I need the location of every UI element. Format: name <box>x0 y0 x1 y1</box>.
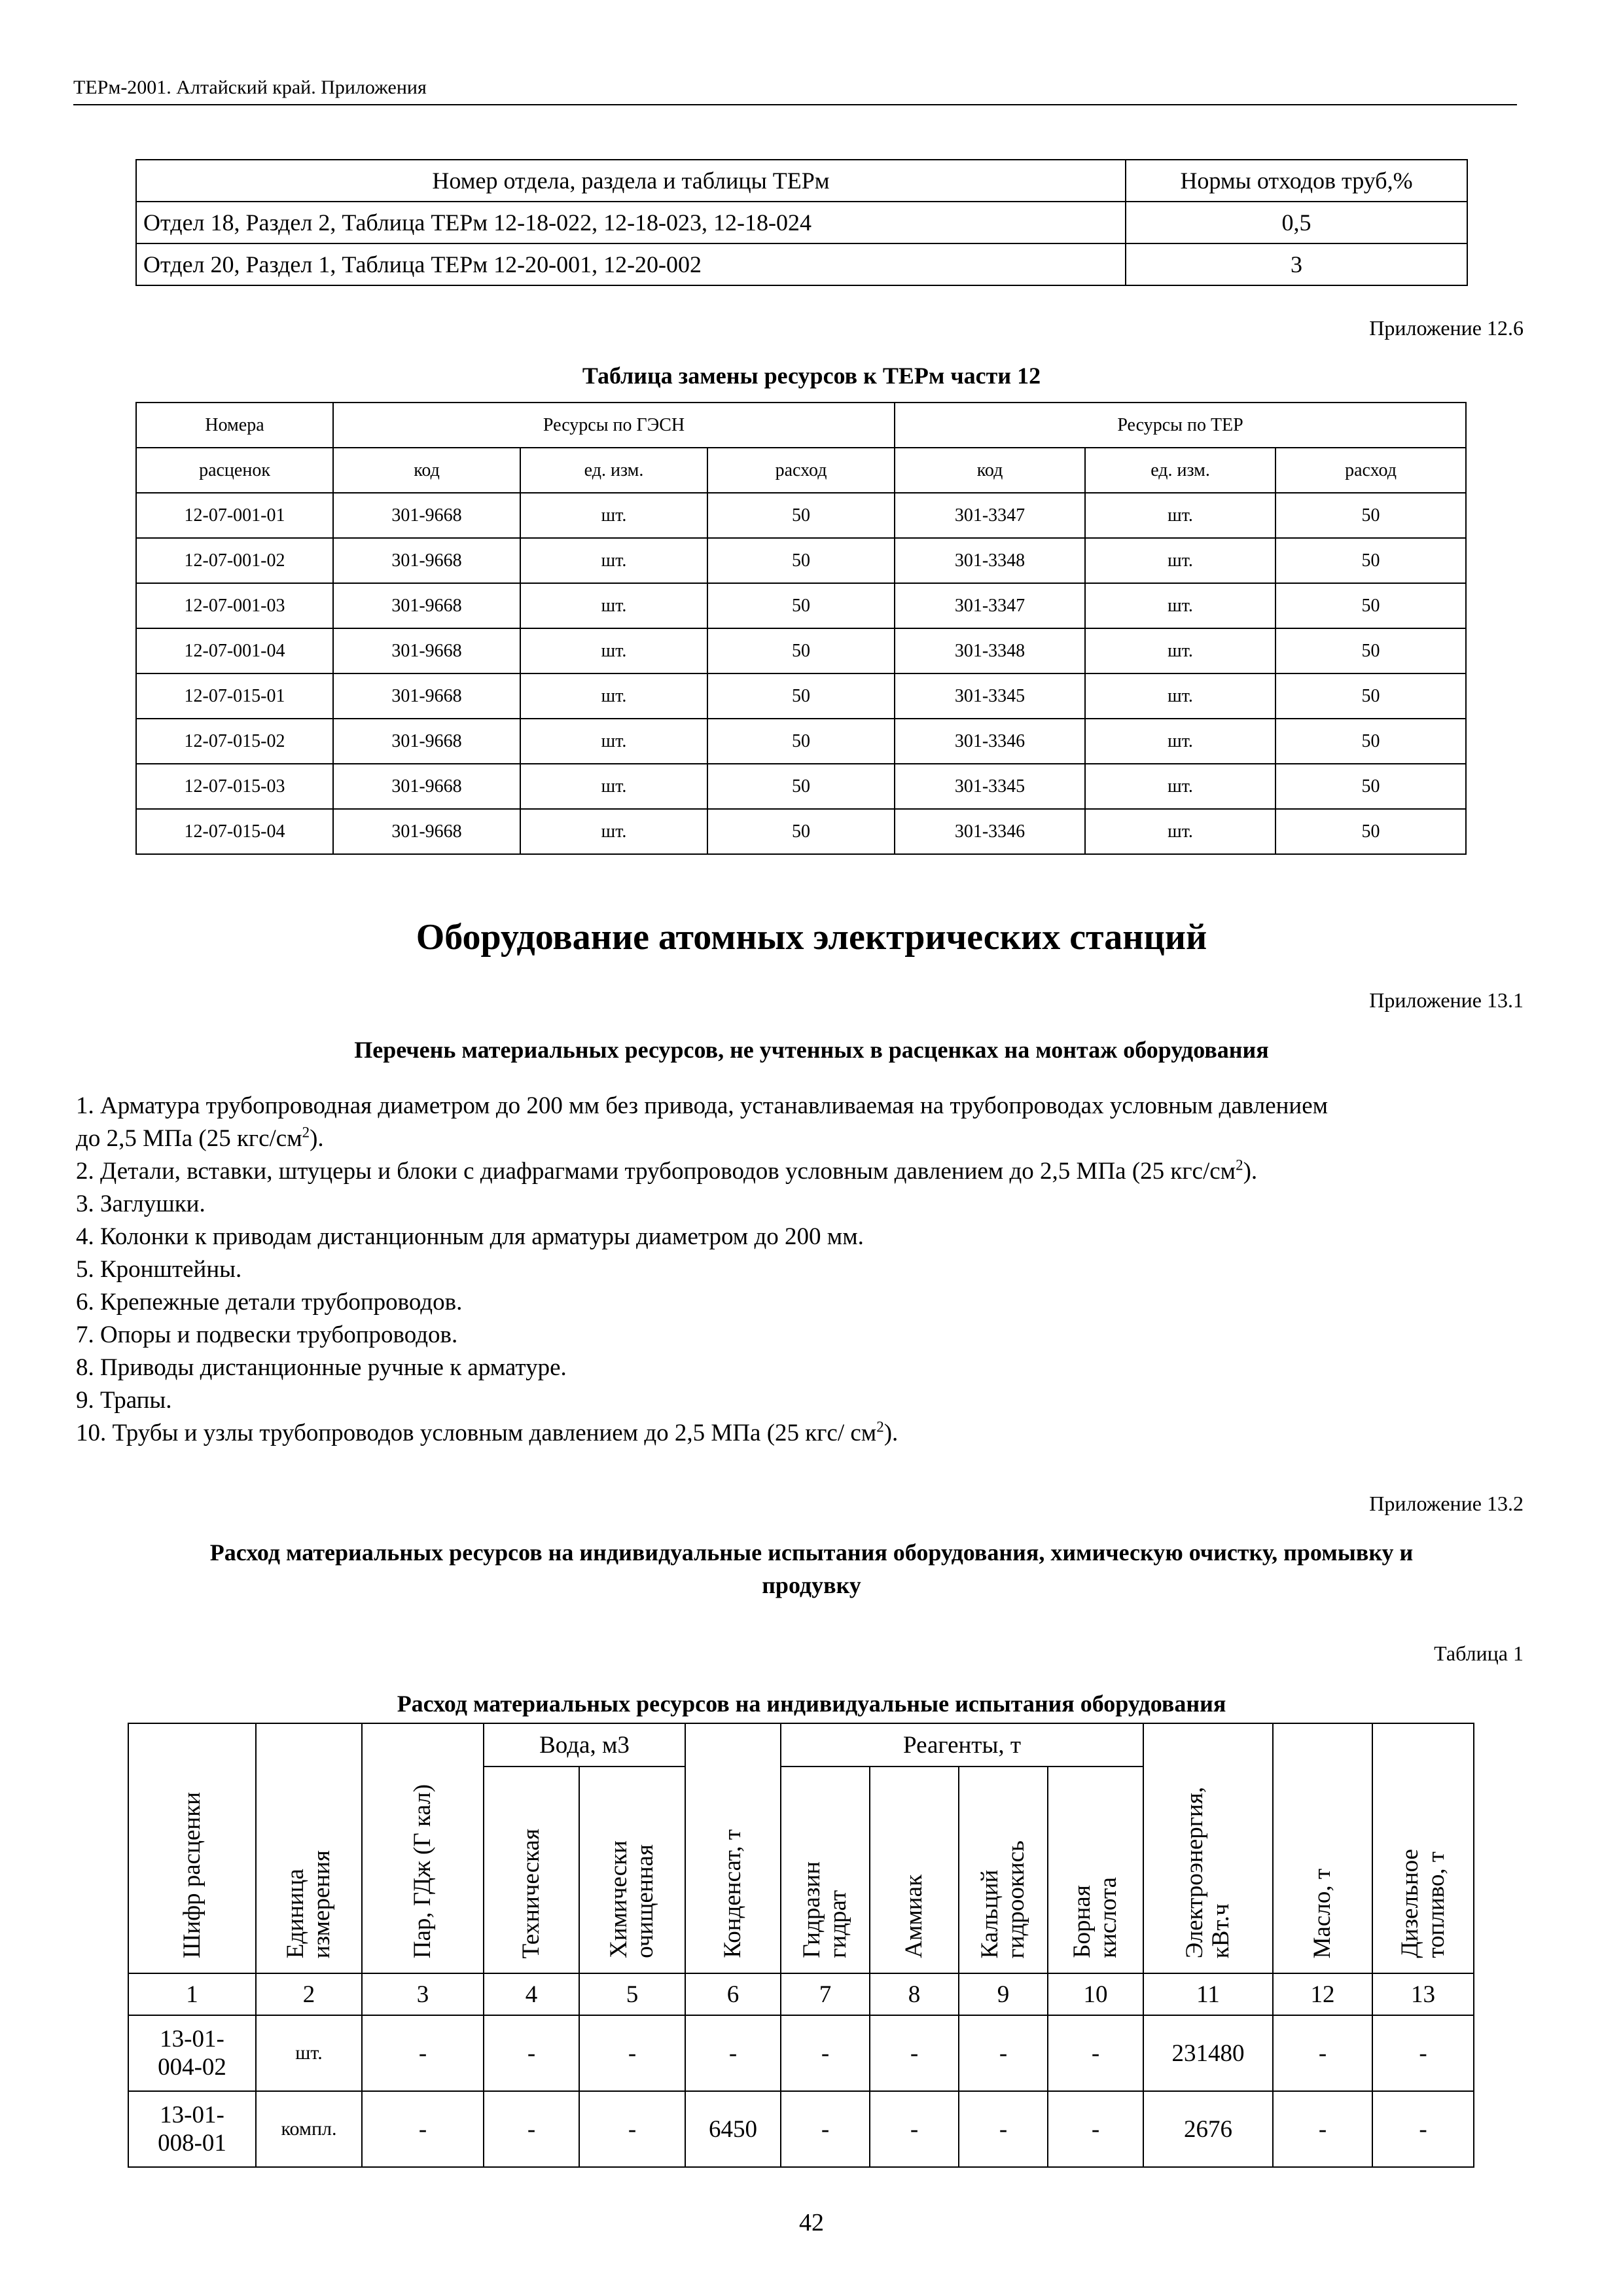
header-cell: Номер отдела, раздела и таблицы ТЕРм <box>136 160 1126 202</box>
column-number: 5 <box>579 1973 685 2015</box>
table-note: Таблица 1 <box>1434 1641 1524 1665</box>
table-cell: - <box>484 2091 579 2167</box>
rate-code <box>128 2091 256 2167</box>
column-number: 10 <box>1048 1973 1143 2015</box>
table-cell: 301-3346 <box>895 719 1085 764</box>
header-label-line: топливо, т <box>1422 1852 1450 1958</box>
list-item-text: ). <box>883 1420 899 1446</box>
table-cell: шт. <box>520 493 707 538</box>
table-cell: 231480 <box>1143 2015 1273 2091</box>
header-cell <box>959 1767 1048 1973</box>
rate-code-line: 13-01- <box>160 2102 224 2128</box>
table-cell: 0,5 <box>1126 202 1467 243</box>
header-cell: расход <box>707 448 895 493</box>
table-cell: 301-3345 <box>895 673 1085 719</box>
table-cell: 301-3347 <box>895 583 1085 628</box>
table-cell: 301-3348 <box>895 628 1085 673</box>
header-label <box>1069 1877 1122 1958</box>
table-cell: - <box>781 2091 870 2167</box>
column-number: 11 <box>1143 1973 1273 2015</box>
table-cell: 12-07-001-04 <box>136 628 333 673</box>
header-cell: расценок <box>136 448 333 493</box>
table-cell: - <box>1048 2015 1143 2091</box>
header-group: Реагенты, т <box>781 1723 1143 1767</box>
table-cell: - <box>685 2015 781 2091</box>
header-cell <box>781 1767 870 1973</box>
table-cell: - <box>870 2015 959 2091</box>
header-cell: ед. изм. <box>520 448 707 493</box>
table-cell: шт. <box>1085 583 1275 628</box>
header-group: Вода, м3 <box>484 1723 685 1767</box>
table-cell: - <box>579 2091 685 2167</box>
list-item-text: 8. Приводы дистанционные ручные к арматуре. <box>76 1354 567 1381</box>
column-number-row <box>128 1973 1474 2015</box>
table-cell: 301-9668 <box>333 719 520 764</box>
table-cell: - <box>484 2015 579 2091</box>
column-number: 3 <box>362 1973 484 2015</box>
table-cell: 12-07-015-04 <box>136 809 333 854</box>
list-title: Перечень материальных ресурсов, не учтенных в расценках на монтаж оборудования <box>354 1037 1269 1063</box>
header-label-line: Дизельное <box>1396 1849 1423 1958</box>
list-item <box>76 1090 1525 1122</box>
table-cell: 50 <box>1275 493 1466 538</box>
superscript: 2 <box>1236 1157 1243 1174</box>
column-number: 9 <box>959 1973 1048 2015</box>
header-cell <box>1372 1723 1474 1973</box>
header-cell <box>1273 1723 1372 1973</box>
header-cell <box>362 1723 484 1973</box>
header-cell <box>870 1767 959 1973</box>
list-item <box>76 1319 1525 1352</box>
table-cell: шт. <box>520 809 707 854</box>
table-cell: шт. <box>520 673 707 719</box>
list-item-text: 9. Трапы. <box>76 1387 172 1414</box>
table-cell: 50 <box>707 673 895 719</box>
table-cell: 12-07-001-02 <box>136 538 333 583</box>
table-header-row <box>136 403 1466 448</box>
table-cell: 50 <box>707 583 895 628</box>
resource-replacement-table <box>135 402 1467 855</box>
table-row <box>136 243 1467 285</box>
list-item-text: ). <box>310 1125 324 1152</box>
table-cell: шт. <box>520 538 707 583</box>
table-header-row <box>128 1723 1474 1767</box>
table-cell: 301-3345 <box>895 764 1085 809</box>
list-item-text: 10. Трубы и узлы трубопроводов условным давлением до 2,5 МПа (25 кгс/ см <box>76 1420 877 1446</box>
table-row <box>128 2015 1474 2091</box>
column-number: 7 <box>781 1973 870 2015</box>
table-cell: 12-07-001-01 <box>136 493 333 538</box>
list-item <box>76 1188 1525 1221</box>
header-label: Шифр расценки <box>178 1792 205 1958</box>
table-cell: 50 <box>1275 538 1466 583</box>
list-item-text: 2. Детали, вставки, штуцеры и блоки с диафрагмами трубопроводов условным давлением до 2,5 МПа (25 кгс/см <box>76 1158 1236 1185</box>
header-label <box>1182 1787 1234 1958</box>
header-label-line: Единица <box>282 1868 309 1958</box>
header-cell <box>1143 1723 1273 1973</box>
table-cell: 301-9668 <box>333 493 520 538</box>
header-label <box>283 1850 335 1958</box>
table-cell: 12-07-015-03 <box>136 764 333 809</box>
header-label <box>1397 1849 1450 1958</box>
table-cell: 6450 <box>685 2091 781 2167</box>
table-row <box>136 719 1466 764</box>
header-cell: Нормы отходов труб,% <box>1126 160 1467 202</box>
table-cell: шт. <box>1085 809 1275 854</box>
appendix-title-cont: продувку <box>762 1572 861 1598</box>
list-item-text: 7. Опоры и подвески трубопроводов. <box>76 1321 458 1348</box>
appendix-note: Приложение 13.2 <box>1369 1492 1524 1515</box>
header-label-line: Химически <box>605 1840 632 1958</box>
list-item <box>76 1352 1525 1384</box>
superscript: 2 <box>302 1124 310 1141</box>
rate-code <box>128 2015 256 2091</box>
table-cell: компл. <box>256 2091 362 2167</box>
header-label: Масло, т <box>1309 1868 1336 1958</box>
column-number: 2 <box>256 1973 362 2015</box>
table-header-row <box>136 160 1467 202</box>
header-cell: Ресурсы по ГЭСН <box>333 403 895 448</box>
header-label-line: гидрат <box>825 1890 851 1958</box>
table-cell: шт. <box>1085 764 1275 809</box>
table-cell: шт. <box>1085 493 1275 538</box>
superscript: 2 <box>876 1418 884 1435</box>
table-cell: Отдел 18, Раздел 2, Таблица ТЕРм 12-18-022, 12-18-023, 12-18-024 <box>136 202 1126 243</box>
table-cell: шт. <box>520 583 707 628</box>
table-title: Таблица замены ресурсов к ТЕРм части 12 <box>582 363 1041 389</box>
list-item-text: до 2,5 МПа (25 кгс/см <box>76 1125 302 1152</box>
table-row <box>128 2091 1474 2167</box>
table-cell: 50 <box>707 538 895 583</box>
appendix-note: Приложение 13.1 <box>1369 988 1524 1012</box>
list-item <box>76 1122 1525 1155</box>
table-cell: 50 <box>707 493 895 538</box>
table-cell: 301-9668 <box>333 764 520 809</box>
table-cell: 301-9668 <box>333 809 520 854</box>
table-cell: шт. <box>1085 628 1275 673</box>
header-label-line: измерения <box>308 1850 335 1958</box>
section-title: Оборудование атомных электрических станций <box>416 917 1207 958</box>
column-number: 1 <box>128 1973 256 2015</box>
table-cell: шт. <box>520 719 707 764</box>
header-label-line: Гидразин <box>798 1861 825 1958</box>
header-cell: код <box>895 448 1085 493</box>
header-cell: Номера <box>136 403 333 448</box>
table-cell: 301-3346 <box>895 809 1085 854</box>
table-cell: 50 <box>707 719 895 764</box>
header-cell: расход <box>1275 448 1466 493</box>
header-label: Техническая <box>518 1828 544 1958</box>
table-row <box>136 764 1466 809</box>
header-label-line: гидроокись <box>1003 1840 1029 1958</box>
table-row <box>136 809 1466 854</box>
list-item-text: ). <box>1243 1158 1258 1185</box>
table-cell: 12-07-001-03 <box>136 583 333 628</box>
material-consumption-table <box>128 1723 1474 2168</box>
table-cell: - <box>870 2091 959 2167</box>
table-cell: 2676 <box>1143 2091 1273 2167</box>
list-item-text: 6. Крепежные детали трубопроводов. <box>76 1289 463 1316</box>
table-cell: - <box>1372 2015 1474 2091</box>
table-cell: - <box>1273 2091 1372 2167</box>
table-cell: 50 <box>1275 583 1466 628</box>
table-row <box>136 673 1466 719</box>
table-cell: 50 <box>1275 764 1466 809</box>
table-row <box>136 538 1466 583</box>
table-cell: 301-9668 <box>333 538 520 583</box>
rate-code-line: 004-02 <box>158 2054 226 2081</box>
table-cell: 301-3348 <box>895 538 1085 583</box>
header-cell <box>1048 1767 1143 1973</box>
table-cell: 50 <box>1275 809 1466 854</box>
list-item-text: 5. Кронштейны. <box>76 1256 242 1283</box>
table-cell: - <box>362 2015 484 2091</box>
table-cell: - <box>1273 2015 1372 2091</box>
table-row <box>136 202 1467 243</box>
materials-list <box>76 1090 1525 1450</box>
table-cell: 301-9668 <box>333 628 520 673</box>
table-cell: 3 <box>1126 243 1467 285</box>
column-number: 12 <box>1273 1973 1372 2015</box>
list-item <box>76 1155 1525 1188</box>
list-item <box>76 1286 1525 1319</box>
header-label <box>977 1840 1029 1958</box>
header-rule <box>73 104 1517 105</box>
header-cell: ед. изм. <box>1085 448 1275 493</box>
table-cell: 301-9668 <box>333 583 520 628</box>
header-cell <box>128 1723 256 1973</box>
header-cell: код <box>333 448 520 493</box>
list-item <box>76 1221 1525 1253</box>
column-number: 8 <box>870 1973 959 2015</box>
table-cell: - <box>959 2015 1048 2091</box>
page-header: ТЕРм-2001. Алтайский край. Приложения <box>73 77 427 98</box>
table-cell: - <box>959 2091 1048 2167</box>
table-cell: - <box>579 2015 685 2091</box>
table-cell: - <box>362 2091 484 2167</box>
header-cell <box>256 1723 362 1973</box>
header-label: Конденсат, т <box>719 1829 746 1958</box>
appendix-title: Расход материальных ресурсов на индивидуальные испытания оборудования, химическую очистку, промывку и <box>209 1539 1414 1566</box>
list-item-text: 3. Заглушки. <box>76 1191 205 1217</box>
table-cell: 50 <box>707 628 895 673</box>
table-cell: шт. <box>256 2015 362 2091</box>
header-cell: Ресурсы по ТЕР <box>895 403 1466 448</box>
table-cell: 50 <box>707 764 895 809</box>
page-number: 42 <box>799 2209 824 2236</box>
header-cell <box>484 1767 579 1973</box>
table-cell: шт. <box>520 628 707 673</box>
table-cell: 301-9668 <box>333 673 520 719</box>
table-cell: шт. <box>1085 673 1275 719</box>
table-cell: шт. <box>1085 719 1275 764</box>
list-item <box>76 1384 1525 1417</box>
table-cell: 12-07-015-01 <box>136 673 333 719</box>
header-label: Аммиак <box>901 1874 927 1958</box>
table-header-row <box>136 448 1466 493</box>
list-item-text: 4. Колонки к приводам дистанционным для арматуры диаметром до 200 мм. <box>76 1223 864 1250</box>
table-row <box>136 583 1466 628</box>
header-label <box>606 1840 658 1958</box>
column-number: 13 <box>1372 1973 1474 2015</box>
header-label-line: очищенная <box>632 1844 658 1958</box>
header-label <box>799 1861 851 1958</box>
table-cell: - <box>781 2015 870 2091</box>
table-cell: 50 <box>1275 628 1466 673</box>
list-item <box>76 1253 1525 1286</box>
table-cell: шт. <box>1085 538 1275 583</box>
list-item <box>76 1417 1525 1450</box>
table-cell: 50 <box>1275 719 1466 764</box>
table-cell: 301-3347 <box>895 493 1085 538</box>
column-number: 6 <box>685 1973 781 2015</box>
table-cell: - <box>1048 2091 1143 2167</box>
table-cell: - <box>1372 2091 1474 2167</box>
column-number: 4 <box>484 1973 579 2015</box>
header-label: Пар, ГДж (Г кал) <box>409 1784 436 1958</box>
rate-code-line: 008-01 <box>158 2130 226 2157</box>
header-cell <box>685 1723 781 1973</box>
table-row <box>136 493 1466 538</box>
header-cell <box>579 1767 685 1973</box>
table-row <box>136 628 1466 673</box>
rate-code-line: 13-01- <box>160 2026 224 2053</box>
table-cell: 50 <box>707 809 895 854</box>
header-label-line: Кальций <box>976 1869 1003 1958</box>
table-title: Расход материальных ресурсов на индивидуальные испытания оборудования <box>397 1691 1226 1717</box>
table-cell: 50 <box>1275 673 1466 719</box>
table-cell: 12-07-015-02 <box>136 719 333 764</box>
waste-norms-table <box>135 159 1468 286</box>
header-label-line: кислота <box>1095 1877 1122 1958</box>
table-cell: шт. <box>520 764 707 809</box>
header-label-line: кВт.ч <box>1207 1903 1234 1958</box>
table-cell: Отдел 20, Раздел 1, Таблица ТЕРм 12-20-001, 12-20-002 <box>136 243 1126 285</box>
list-item-text: 1. Арматура трубопроводная диаметром до 200 мм без привода, устанавливаемая на трубопроводах условным давлением <box>76 1092 1329 1119</box>
header-label-line: Электроэнергия, <box>1181 1786 1208 1958</box>
header-label-line: Борная <box>1069 1885 1096 1958</box>
appendix-note: Приложение 12.6 <box>1369 316 1524 340</box>
